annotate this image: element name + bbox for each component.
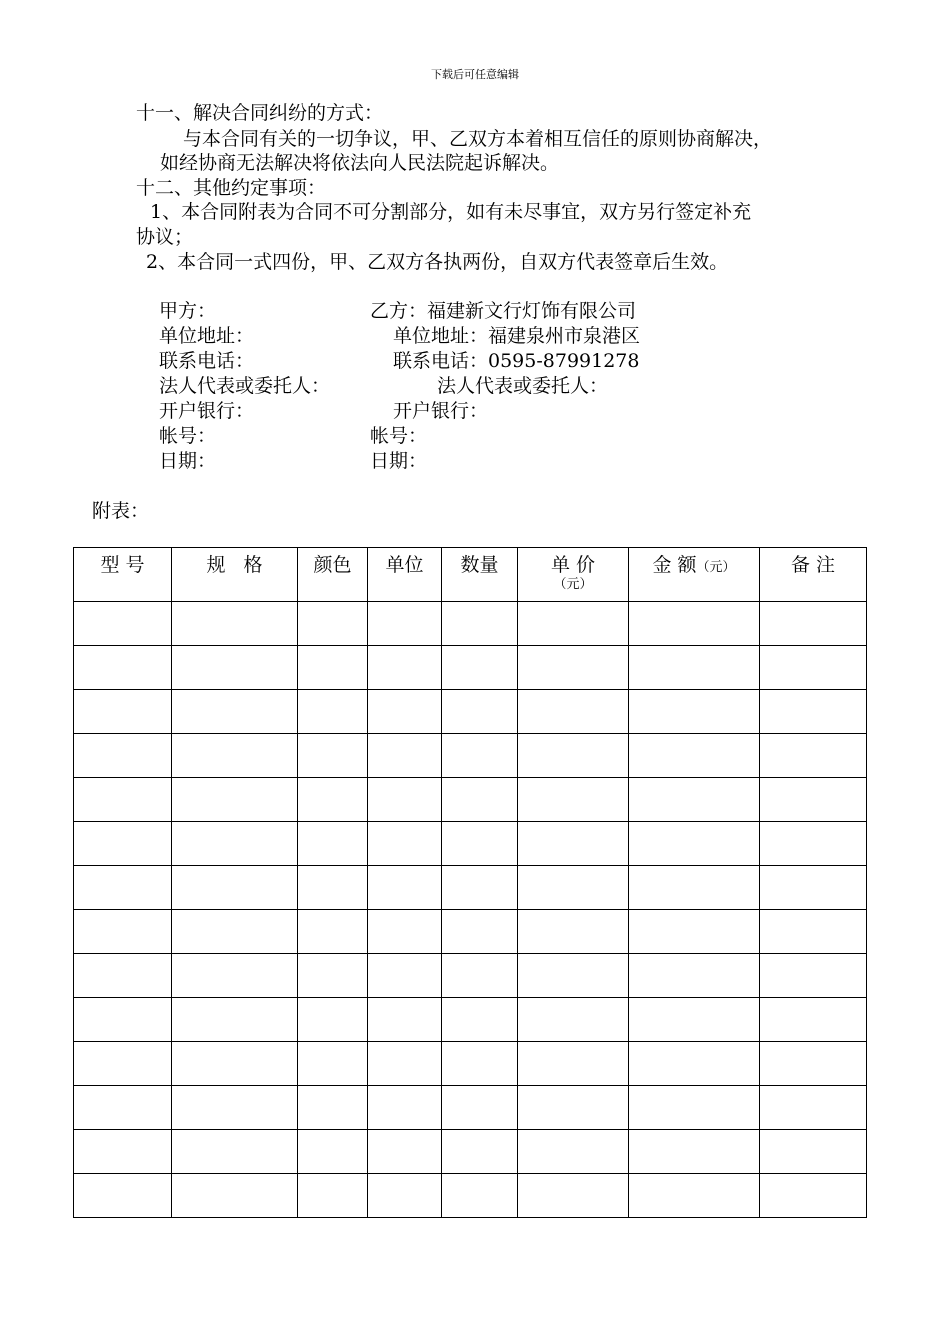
table-cell (368, 1130, 442, 1174)
section-11-line1: 与本合同有关的一切争议，甲、乙双方本着相互信任的原则协商解决， (183, 128, 773, 150)
section-12-item1: 1、本合同附表为合同不可分割部分，如有未尽事宜，双方另行签定补充 (150, 201, 752, 223)
party-b-rep: 法人代表或委托人： (437, 375, 609, 397)
table-cell (442, 1174, 518, 1218)
table-cell (74, 602, 172, 646)
table-cell (298, 734, 368, 778)
table-cell (298, 998, 368, 1042)
table-row (74, 778, 867, 822)
table-cell (518, 690, 629, 734)
table-cell (760, 602, 867, 646)
table-cell (518, 998, 629, 1042)
table-cell (368, 1174, 442, 1218)
section-12-item2: 2、本合同一式四份，甲、乙双方各执两份，自双方代表签章后生效。 (146, 251, 729, 273)
col-header-model: 型 号 (74, 548, 172, 602)
table-cell (442, 778, 518, 822)
table-cell (368, 822, 442, 866)
table-cell (760, 1086, 867, 1130)
table-cell (760, 954, 867, 998)
table-cell (518, 866, 629, 910)
table-cell (518, 646, 629, 690)
col-header-unit: 单位 (368, 548, 442, 602)
col-header-spec: 规 格 (172, 548, 298, 602)
table-cell (629, 998, 760, 1042)
table-cell (298, 778, 368, 822)
table-cell (368, 910, 442, 954)
table-cell (629, 1130, 760, 1174)
table-cell (172, 646, 298, 690)
table-row (74, 910, 867, 954)
table-cell (74, 866, 172, 910)
party-a-phone: 联系电话： (159, 350, 255, 372)
table-cell (629, 1086, 760, 1130)
table-cell (760, 778, 867, 822)
party-a-rep: 法人代表或委托人： (159, 375, 331, 397)
table-cell (629, 1174, 760, 1218)
section-11-line2: 如经协商无法解决将依法向人民法院起诉解决。 (160, 152, 560, 174)
table-cell (74, 1042, 172, 1086)
party-b-account: 帐号： (370, 425, 428, 447)
table-cell (518, 734, 629, 778)
col-header-color: 颜色 (298, 548, 368, 602)
col-header-quantity: 数量 (442, 548, 518, 602)
table-cell (629, 602, 760, 646)
table-cell (442, 1086, 518, 1130)
table-cell (442, 866, 518, 910)
table-cell (368, 998, 442, 1042)
table-cell (629, 822, 760, 866)
table-cell (74, 1086, 172, 1130)
table-cell (298, 602, 368, 646)
table-cell (172, 1042, 298, 1086)
table-cell (298, 1042, 368, 1086)
section-11-title: 十一、解决合同纠纷的方式： (136, 102, 384, 124)
table-cell (74, 690, 172, 734)
table-cell (518, 1042, 629, 1086)
table-cell (172, 954, 298, 998)
table-cell (629, 734, 760, 778)
table-row (74, 690, 867, 734)
table-cell (172, 866, 298, 910)
table-cell (629, 866, 760, 910)
col-header-amount: 金 额（元） (629, 548, 760, 602)
table-cell (760, 734, 867, 778)
table-cell (518, 1130, 629, 1174)
table-cell (368, 954, 442, 998)
table-cell (629, 1042, 760, 1086)
table-row (74, 822, 867, 866)
table-cell (760, 1130, 867, 1174)
party-a-bank: 开户银行： (159, 400, 255, 422)
section-12-title: 十二、其他约定事项： (136, 177, 327, 199)
table-cell (298, 1174, 368, 1218)
unit-price-currency: （元） (553, 577, 593, 592)
table-cell (74, 822, 172, 866)
party-b-address: 单位地址：福建泉州市泉港区 (393, 325, 641, 347)
party-b-bank: 开户银行： (393, 400, 489, 422)
table-cell (298, 822, 368, 866)
table-cell (442, 602, 518, 646)
table-cell (74, 998, 172, 1042)
party-a-address: 单位地址： (159, 325, 255, 347)
table-cell (74, 1174, 172, 1218)
party-b-name: 乙方：福建新文行灯饰有限公司 (370, 300, 637, 322)
table-cell (172, 910, 298, 954)
table-cell (172, 1130, 298, 1174)
table-header-row (74, 548, 867, 602)
table-cell (172, 734, 298, 778)
table-cell (172, 822, 298, 866)
appendix-table (73, 547, 867, 1218)
col-header-unit-price: 单 价 （元） (518, 548, 629, 602)
party-b-date: 日期： (370, 450, 428, 472)
table-cell (629, 690, 760, 734)
table-cell (172, 690, 298, 734)
table-cell (442, 954, 518, 998)
table-cell (298, 1086, 368, 1130)
table-cell (298, 910, 368, 954)
table-cell (760, 866, 867, 910)
table-cell (74, 1130, 172, 1174)
table-cell (760, 1174, 867, 1218)
table-row (74, 998, 867, 1042)
table-row (74, 602, 867, 646)
table-cell (298, 1130, 368, 1174)
table-row (74, 866, 867, 910)
table-cell (172, 602, 298, 646)
table-cell (629, 778, 760, 822)
table-cell (442, 998, 518, 1042)
table-cell (368, 646, 442, 690)
table-cell (442, 1042, 518, 1086)
table-cell (629, 646, 760, 690)
table-cell (629, 910, 760, 954)
table-cell (518, 822, 629, 866)
table-cell (760, 646, 867, 690)
table-cell (760, 822, 867, 866)
table-row (74, 734, 867, 778)
table-cell (368, 1042, 442, 1086)
table-cell (298, 866, 368, 910)
table-cell (368, 778, 442, 822)
table-cell (172, 778, 298, 822)
table-cell (172, 998, 298, 1042)
page-header: 下载后可任意编辑 (431, 68, 519, 81)
table-cell (298, 954, 368, 998)
table-cell (442, 822, 518, 866)
table-cell (518, 1086, 629, 1130)
table-cell (298, 690, 368, 734)
table-cell (368, 866, 442, 910)
table-cell (74, 954, 172, 998)
table-row (74, 954, 867, 998)
table-cell (172, 1086, 298, 1130)
table-cell (442, 1130, 518, 1174)
party-a-name: 甲方： (159, 300, 217, 322)
table-row (74, 1042, 867, 1086)
table-cell (74, 910, 172, 954)
table-cell (760, 1042, 867, 1086)
table-row (74, 646, 867, 690)
table-row (74, 1174, 867, 1218)
table-cell (298, 646, 368, 690)
table-cell (442, 690, 518, 734)
table-cell (760, 690, 867, 734)
section-12-item1-cont: 协议； (136, 226, 194, 248)
table-cell (368, 1086, 442, 1130)
party-a-account: 帐号： (159, 425, 217, 447)
table-cell (518, 910, 629, 954)
table-cell (442, 646, 518, 690)
appendix-label: 附表： (92, 500, 150, 522)
table-cell (368, 602, 442, 646)
table-cell (518, 778, 629, 822)
table-cell (172, 1174, 298, 1218)
party-b-phone: 联系电话：0595-87991278 (393, 350, 640, 372)
table-cell (518, 954, 629, 998)
table-cell (442, 734, 518, 778)
table-cell (74, 778, 172, 822)
table-cell (442, 910, 518, 954)
table-cell (368, 734, 442, 778)
table-cell (760, 910, 867, 954)
table-cell (518, 1174, 629, 1218)
amount-currency: （元） (696, 560, 736, 575)
table-row (74, 1086, 867, 1130)
table-row (74, 1130, 867, 1174)
table-cell (74, 646, 172, 690)
table-cell (760, 998, 867, 1042)
party-a-date: 日期： (159, 450, 217, 472)
table-cell (629, 954, 760, 998)
table-cell (518, 602, 629, 646)
table-cell (368, 690, 442, 734)
col-header-remarks: 备 注 (760, 548, 867, 602)
table-cell (74, 734, 172, 778)
